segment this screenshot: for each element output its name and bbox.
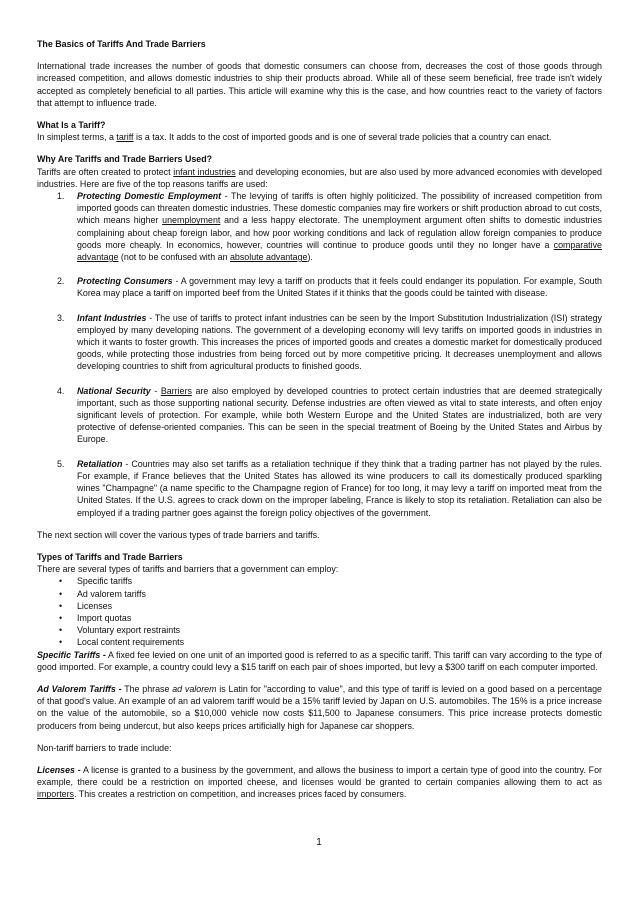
list-item: 2. Protecting Consumers - A government may levy a tariff on products that it feels could endanger its population. For example, South Korea may place a tariff on imported beef from the United States if it thinks that the goods could be tainted with disease. [57, 276, 602, 299]
infant-industries-link[interactable]: infant industries [173, 166, 236, 177]
absolute-advantage-link[interactable]: absolute advantage [229, 252, 308, 263]
bullet-icon: • [59, 588, 63, 599]
why-heading: Why Are Tariffs and Trade Barriers Used? [37, 154, 213, 165]
specific-tariffs-paragraph: Specific Tariffs - A fixed fee levied on one unit of an imported good is referred to as a specific tariff. This tariff can vary according to the type of good imported. For example, a country could levy a $15 tariff on each pair of shoes imported, but levy a $300 tariff on each computer imported. [37, 649, 602, 672]
list-item: • Specific tariffs [59, 576, 133, 587]
list-item: 5. Retaliation - Countries may also set tariffs as a retaliation technique if they think that a trading partner has not played by the rules. For example, if France believes that the United States has allowed its wine producers to call its domestically produced sparkling wines "Champagne" (a name specific to the Champagne region of France) for too long, it may levy a tariff on imported meat from the United States. If the U.S. agrees to crack down on the improper labeling, France is likely to stop its retaliation. Retaliation can also be employed if a trading partner goes against the foreign policy objectives of the government. [57, 458, 602, 518]
list-item: 3. Infant Industries - The use of tariffs to protect infant industries can be seen by the Import Substitution Industrialization (ISI) strategy employed by many developing nations. The government of a developing economy will levy tariffs on imported goods in industries in which it wants to foster growth. This increases the prices of imported goods and creates a domestic market for domestically produced goods, while protecting those industries from being forced out by more competitive pricing. It decreases unemployment and allows developing countries to shift from agricultural products to finished goods. [57, 312, 602, 372]
bullet-icon: • [59, 576, 63, 587]
intro-paragraph: International trade increases the number of goods that domestic consumers can choose from, decreases the cost of those goods through increased competition, and allows domestic industries to ship their products abroad. While all of these seem beneficial, free trade isn't widely accepted as completely beneficial to all parties. This article will examine why this is the case, and how countries react to the variety of factors that attempt to influence trade. [37, 61, 602, 108]
document-page [37, 38, 602, 811]
list-item: • Voluntary export restraints [59, 625, 181, 636]
non-tariff-paragraph: Non-tariff barriers to trade include: [37, 742, 172, 753]
ad-valorem-paragraph: Ad Valorem Tariffs - The phrase ad valorem is Latin for "according to value", and this type of tariff is levied on a good based on a percentage of that good's value. An example of an ad valorem tariff would be a 15% tariff levied by Japan on U.S. automobiles. The 15% is a price increase on the value of the automobile, so a $10,000 vehicle now costs $11,500 to Japanese consumers. This price increase protects domestic producers from being undercut, but also keeps prices artificially high for Japanese car shoppers. [37, 683, 602, 731]
types-heading: Types of Tariffs and Trade Barriers [37, 551, 183, 562]
types-list [37, 575, 602, 648]
barriers-link[interactable]: Barriers [160, 385, 192, 396]
licenses-paragraph: Licenses - A license is granted to a business by the government, and allows the business to import a certain type of good into the country. For example, there could be a restriction on imported cheese, and licenses would be granted to certain companies allowing them to act as importers. This creates a restriction on competition, and increases prices faced by consumers. [37, 764, 602, 800]
why-paragraph: Tariffs are often created to protect infant industries and developing economies, but are also used by more advanced economies with developed industries. Here are five of the top reasons tariffs are used: [37, 166, 602, 189]
page-title: The Basics of Tariffs And Trade Barriers [37, 39, 206, 49]
list-item: 1. Protecting Domestic Employment - The levying of tariffs is often highly politicized. The possibility of increased competition from imported goods can threaten domestic industries. These domestic companies may fire workers or shift production abroad to cut costs, which means higher unemployment and a less happy electorate. The unemployment argument often shifts to domestic industries complaining about cheap foreign labor, and how poor working conditions and lack of regulation allow foreign companies to produce goods more cheaply. In economics, however, countries will continue to produce goods until they no longer have a comparative advantage (not to be confused with an absolute advantage). [57, 191, 602, 263]
types-intro: There are several types of tariffs and barriers that a government can employ: [37, 564, 339, 575]
bullet-icon: • [59, 600, 63, 611]
unemployment-link[interactable]: unemployment [162, 215, 221, 226]
what-is-paragraph: In simplest terms, a tariff is a tax. It adds to the cost of imported goods and is one of several trade policies that a country can enact. [37, 132, 552, 143]
list-item: • Local content requirements [59, 637, 185, 648]
list-item: • Import quotas [59, 612, 132, 623]
list-item: • Licenses [59, 600, 113, 611]
tariff-link[interactable]: tariff [116, 132, 134, 143]
what-is-heading: What Is a Tariff? [37, 120, 106, 131]
list-item: 4. National Security - Barriers are also employed by developed countries to protect certain industries that are deemed strategically important, such as those supporting national security. Defense industries are often viewed as vital to state interests, and often enjoy significant levels of protection. For example, while both Western Europe and the United States are industrialized, both are very protective of defense-oriented companies. This can be seen in the special treatment of Boeing by the United States and Airbus by Europe. [57, 385, 603, 445]
list-item: • Ad valorem tariffs [59, 588, 146, 599]
next-section-paragraph: The next section will cover the various types of trade barriers and tariffs. [37, 529, 320, 540]
bullet-icon: • [59, 612, 63, 623]
bullet-icon: • [59, 625, 63, 636]
page-number: 1 [316, 837, 322, 848]
bullet-icon: • [59, 637, 63, 648]
reasons-list [37, 190, 602, 519]
comparative-advantage-link[interactable]: comparative advantage [77, 239, 602, 263]
importers-link[interactable]: importers [37, 789, 74, 800]
